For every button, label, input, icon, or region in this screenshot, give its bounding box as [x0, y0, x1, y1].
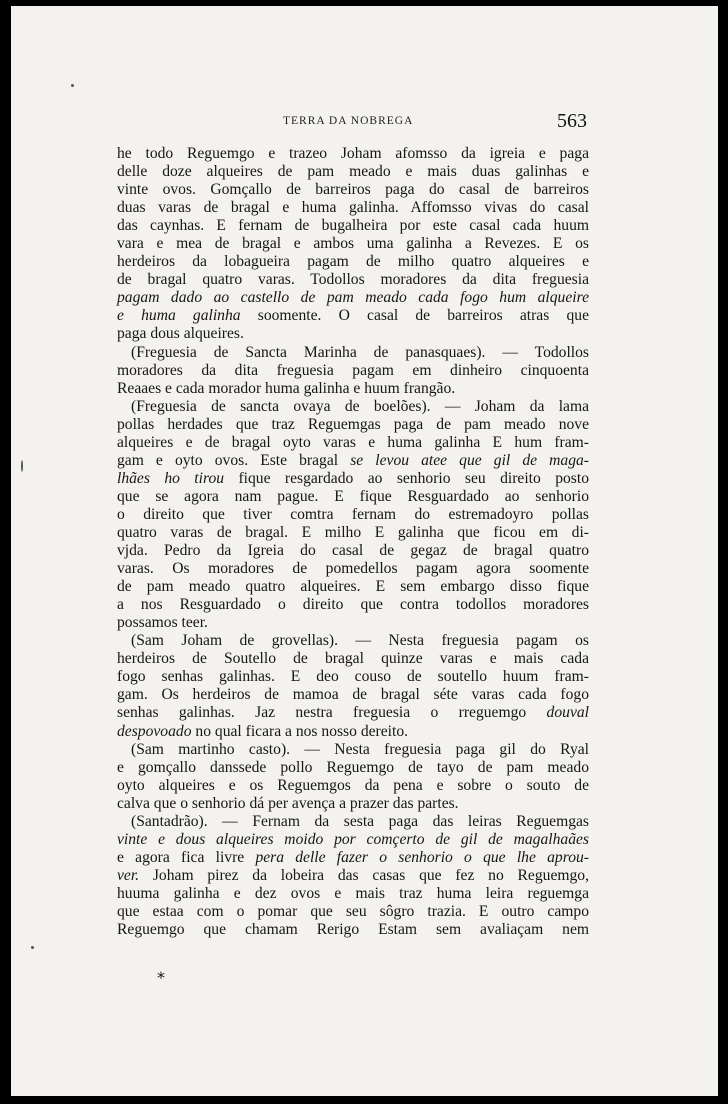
- text-segment: oyto alqueires e os Reguemgos da pena e sobre o souto de: [117, 776, 589, 794]
- text-segment: herdeiros da lobagueira pagam de milho quatro alqueires e: [117, 253, 589, 271]
- text-segment: paga dous alqueires.: [117, 325, 244, 343]
- text-line: [117, 416, 589, 434]
- text-segment: soomente. O casal de barreiros atras que: [240, 307, 589, 325]
- text-segment: (Sam Joham de grovellas). — Nesta freguesia pagam os: [131, 632, 589, 650]
- text-segment: Reguemgo que chamam Rerigo Estam sem avaliaçam nem: [117, 921, 589, 939]
- text-segment: (Sam martinho casto). — Nesta freguesia paga gil do Ryal: [131, 740, 589, 758]
- scan-speck: [21, 460, 23, 472]
- text-line: [117, 741, 589, 759]
- italic-segment: lhães ho tirou: [117, 469, 225, 487]
- text-segment: possamos teer.: [117, 614, 208, 632]
- text-segment: duas varas de bragal e huma galinha. Affomsso vivas do casal: [117, 199, 589, 217]
- text-segment: pollas herdades que traz Reguemgas paga de pam meado nove: [117, 415, 589, 433]
- text-segment: de bragal quatro varas. Todollos moradores da dita freguesia: [117, 271, 589, 289]
- text-segment: quatro varas de bragal. E milho E galinha que ficou em di-: [117, 523, 589, 541]
- text-segment: fique resgardado ao senhorio seu direito posto: [224, 469, 589, 487]
- italic-segment: e huma galinha: [117, 307, 241, 325]
- text-segment: calva que o senhorio dá per avença a prazer das partes.: [117, 794, 459, 812]
- text-line: [117, 488, 589, 506]
- body-text: [117, 145, 589, 939]
- text-line: [117, 596, 589, 614]
- text-line: [117, 614, 589, 632]
- text-segment: vinte ovos. Gomçallo de barreiros paga do casal de barreiros: [117, 181, 589, 199]
- text-line: [117, 668, 589, 686]
- text-line: [117, 253, 589, 271]
- text-segment: senhas galinhas. Jaz nestra freguesia o rreguemgo: [117, 704, 547, 722]
- italic-segment: se levou atee que gil de maga-: [350, 451, 589, 469]
- text-segment: e gomçallo danssede pollo Reguemgo de tayo de pam meado: [117, 758, 589, 776]
- text-line: [117, 542, 589, 560]
- text-segment: gam. Os herdeiros de mamoa de bragal séte varas cada fogo: [117, 686, 589, 704]
- text-line: [117, 307, 589, 325]
- text-line: [117, 199, 589, 217]
- text-line: [117, 632, 589, 650]
- text-segment: e agora fica livre: [117, 848, 256, 866]
- text-segment: alqueires e de bragal oyto varas e huma galinha E hum fram-: [117, 433, 589, 451]
- text-line: [117, 885, 589, 903]
- text-segment: o direito que tiver comtra fernam do estremadoyro pollas: [117, 505, 589, 523]
- text-line: [117, 921, 589, 939]
- text-segment: (Santadrão). — Fernam da sesta paga das leiras Reguemgas: [131, 812, 589, 830]
- scanned-page: [11, 6, 718, 1096]
- text-segment: vjda. Pedro da Igreia do casal de gegaz de bragal quatro: [117, 542, 589, 560]
- text-line: [117, 362, 589, 380]
- text-line: [117, 181, 589, 199]
- text-line: [117, 759, 589, 777]
- text-segment: que se agora nam pague. E fique Resguardado ao senhorio: [117, 487, 589, 505]
- text-line: [117, 344, 589, 362]
- text-line: [117, 813, 589, 831]
- text-segment: gam e oyto ovos. Este bragal: [117, 451, 351, 469]
- text-line: [117, 217, 589, 235]
- text-line: [117, 560, 589, 578]
- italic-segment: douval: [546, 704, 589, 722]
- text-segment: (Freguesia de Sancta Marinha de panasquaes). — Todollos: [131, 343, 589, 361]
- running-title: TERRA DA NOBREGA: [283, 115, 414, 127]
- text-segment: das caynhas. E fernam de bugalheira por este casal cada huum: [117, 217, 589, 235]
- text-line: [117, 650, 589, 668]
- text-line: [117, 723, 589, 741]
- text-line: [117, 380, 589, 398]
- text-line: [117, 867, 589, 885]
- text-line: [117, 235, 589, 253]
- text-line: [117, 578, 589, 596]
- text-line: [117, 289, 589, 307]
- text-segment: varas. Os moradores de pomedellos pagam agora soomente: [117, 560, 589, 578]
- text-segment: delle doze alqueires de pam meado e mais duas galinhas e: [117, 163, 589, 181]
- page-header: [11, 110, 718, 134]
- text-segment: fogo senhas galinhas. E deo couso de soutello huum fram-: [117, 668, 589, 686]
- text-segment: vara e mea de bragal e ambos uma galinha a Revezes. E os: [117, 235, 589, 253]
- text-line: [117, 470, 589, 488]
- text-segment: moradores da dita freguesia pagam em dinheiro cinquoenta: [117, 361, 589, 379]
- italic-segment: pera delle fazer o senhorio o que lhe aprou-: [255, 848, 589, 866]
- text-line: [117, 452, 589, 470]
- scan-speck: [71, 84, 74, 87]
- text-segment: a nos Resguardado o direito que contra todollos moradores: [117, 596, 589, 614]
- text-line: [117, 506, 589, 524]
- italic-segment: despovoado: [117, 722, 192, 740]
- signature-mark: *: [157, 968, 165, 987]
- text-line: [117, 704, 589, 722]
- text-line: [117, 777, 589, 795]
- italic-segment: pagam dado ao castello de pam meado cada fogo hum alqueire: [117, 289, 589, 307]
- text-segment: he todo Reguemgo e trazeo Joham afomsso da igreia e paga: [117, 145, 589, 162]
- text-segment: (Freguesia de sancta ovaya de boelões). — Joham da lama: [131, 397, 589, 415]
- text-line: [117, 849, 589, 867]
- text-segment: huuma galinha e dez ovos e mais traz huma leira reguemga: [117, 884, 589, 902]
- text-line: [117, 831, 589, 849]
- text-segment: no qual ficara a nos nosso dereito.: [191, 722, 409, 740]
- text-line: [117, 163, 589, 181]
- text-segment: que estaa com o pomar que seu sôgro trazia. E outro campo: [117, 902, 589, 920]
- text-line: [117, 795, 589, 813]
- text-line: [117, 145, 589, 163]
- text-line: [117, 686, 589, 704]
- page-number: 563: [557, 110, 587, 132]
- scan-speck: [31, 946, 34, 949]
- italic-segment: vinte e dous alqueires moido por comçerto de gil de magalhaães: [117, 830, 589, 848]
- text-line: [117, 524, 589, 542]
- text-segment: de pam meado quatro alqueires. E sem embargo disso fique: [117, 578, 589, 596]
- text-segment: Reaaes e cada morador huma galinha e huum frangão.: [117, 379, 456, 397]
- text-line: [117, 271, 589, 289]
- text-segment: herdeiros de Soutello de bragal quinze varas e mais cada: [117, 650, 589, 668]
- text-line: [117, 398, 589, 416]
- italic-segment: ver.: [117, 866, 140, 884]
- text-segment: Joham pirez da lobeira das casas que fez no Reguemgo,: [139, 866, 589, 884]
- text-line: [117, 434, 589, 452]
- text-line: [117, 903, 589, 921]
- text-line: [117, 325, 589, 343]
